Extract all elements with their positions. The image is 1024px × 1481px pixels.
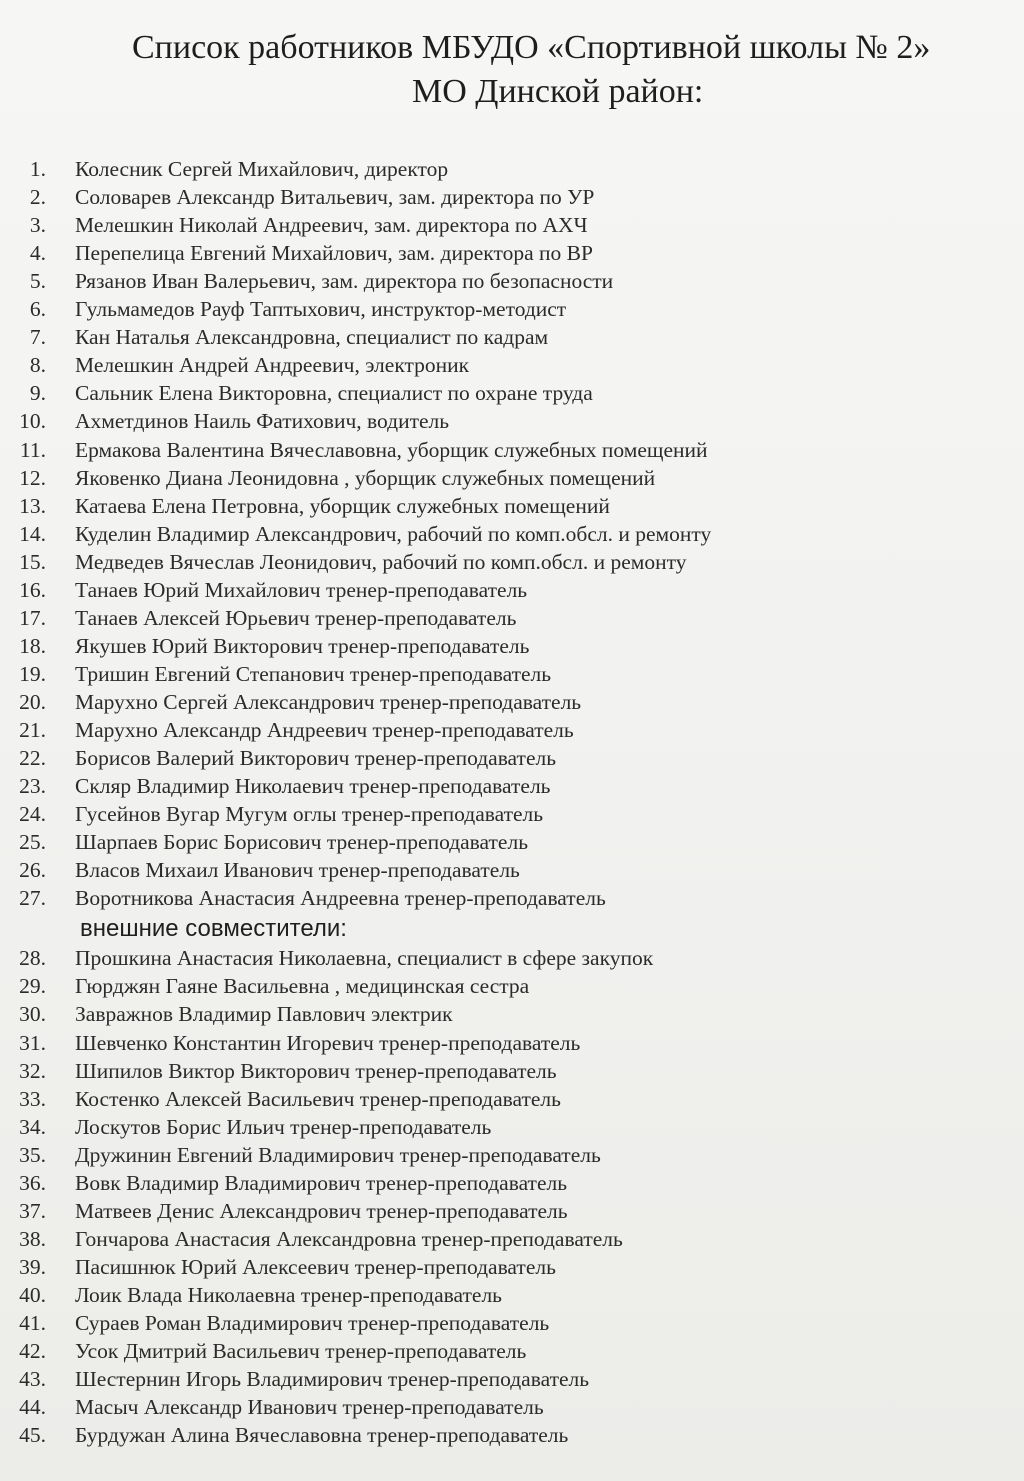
list-item-text: Борисов Валерий Викторович тренер-преподаватель — [75, 746, 557, 771]
list-item — [0, 379, 1000, 407]
list-item-text: Завражнов Владимир Павлович электрик — [75, 1002, 453, 1027]
list-item-text: Кан Наталья Александровна, специалист по кадрам — [75, 325, 549, 350]
list-item — [0, 351, 1000, 379]
list-item — [0, 576, 1000, 604]
list-item-text: Яковенко Диана Леонидовна , уборщик служебных помещений — [75, 465, 656, 490]
list-item — [0, 972, 1000, 1000]
list-item — [0, 295, 1000, 323]
list-item — [0, 744, 1000, 772]
list-item-number: 13. — [19, 493, 46, 518]
list-item — [0, 464, 1000, 492]
list-item-number: 11. — [19, 437, 46, 462]
list-item-number: 41. — [19, 1311, 46, 1335]
list-item-number: 18. — [19, 633, 46, 658]
list-item — [0, 1029, 1000, 1057]
list-item-text: Рязанов Иван Валерьевич, зам. директора по безопасности — [75, 269, 614, 294]
list-item — [0, 1337, 1000, 1365]
list-item-text: Соловарев Александр Витальевич, зам. директора по УР — [75, 185, 595, 210]
list-item — [0, 267, 1000, 295]
list-item-text: Усок Дмитрий Васильевич тренер-преподаватель — [75, 1339, 527, 1364]
title-line-1: Список работников МБУДО «Спортивной школы № 2» — [132, 29, 931, 66]
list-item — [0, 155, 1000, 183]
list-item-text: Бурдужан Алина Вячеславовна тренер-преподаватель — [75, 1423, 569, 1448]
list-item — [0, 239, 1000, 267]
list-item-text: Гюрджян Гаяне Васильевна , медицинская сестра — [75, 974, 530, 999]
list-item — [0, 772, 1000, 800]
list-item — [0, 660, 1000, 688]
list-item-number: 25. — [19, 830, 46, 855]
list-item-number: 44. — [19, 1395, 46, 1420]
list-item-text: Вовк Владимир Владимирович тренер-преподаватель — [75, 1170, 568, 1195]
list-item — [0, 492, 1000, 520]
list-item-text: Якушев Юрий Викторович тренер-преподаватель — [75, 633, 530, 658]
list-item-number: 20. — [19, 689, 46, 714]
list-item — [0, 407, 1000, 435]
list-item-text: Масыч Александр Иванович тренер-преподаватель — [75, 1395, 544, 1420]
list-item-number: 2. — [29, 185, 46, 210]
list-item — [0, 1225, 1000, 1253]
list-item — [0, 944, 1000, 972]
list-item — [0, 1085, 1000, 1113]
list-item — [0, 1113, 1000, 1141]
list-item-number: 42. — [19, 1339, 46, 1364]
list-item-text: Танаев Юрий Михайлович тренер-преподаватель — [75, 577, 528, 602]
list-item — [0, 604, 1000, 632]
list-item — [0, 520, 1000, 548]
list-item-text: Власов Михаил Иванович тренер-преподаватель — [75, 858, 520, 883]
list-item — [0, 1393, 1000, 1421]
list-item-text: Гульмамедов Рауф Таптыхович, инструктор-методист — [75, 297, 567, 322]
list-item — [0, 1197, 1000, 1225]
list-item-text: Пасишнюк Юрий Алексеевич тренер-преподаватель — [75, 1254, 556, 1279]
list-item — [0, 1057, 1000, 1085]
list-item-number: 6. — [29, 297, 46, 322]
list-item-number: 8. — [29, 353, 46, 378]
list-item-number: 16. — [19, 577, 46, 602]
title-line-2: МО Динской район: — [412, 73, 704, 110]
list-item — [0, 1309, 1000, 1337]
list-item-number: 33. — [19, 1086, 46, 1111]
list-item-text: Тришин Евгений Степанович тренер-преподаватель — [75, 661, 552, 686]
list-item-number: 4. — [29, 241, 46, 266]
list-item-text: Шипилов Виктор Викторович тренер-преподаватель — [75, 1058, 557, 1083]
list-item-number: 12. — [19, 465, 46, 490]
list-item-text: Сураев Роман Владимирович тренер-преподаватель — [75, 1311, 550, 1335]
list-item-text: Катаева Елена Петровна, уборщик служебных помещений — [75, 493, 610, 518]
list-item-text: Шестернин Игорь Владимирович тренер-преподаватель — [75, 1367, 590, 1392]
list-item — [0, 1281, 1000, 1309]
list-item-text: Колесник Сергей Михайлович, директор — [75, 157, 449, 181]
list-item — [0, 1421, 1000, 1449]
list-item-text: Сальник Елена Викторовна, специалист по охране труда — [75, 381, 593, 406]
list-item-number: 29. — [19, 974, 46, 999]
list-item — [0, 548, 1000, 576]
list-item-number: 38. — [19, 1226, 46, 1251]
list-item-number: 24. — [19, 802, 46, 827]
list-item — [0, 800, 1000, 828]
list-item — [0, 1365, 1000, 1393]
list-item-text: Медведев Вячеслав Леонидович, рабочий по комп.обсл. и ремонту — [75, 549, 687, 574]
list-item-text: Лоскутов Борис Ильич тренер-преподаватель — [75, 1114, 492, 1139]
list-item-number: 36. — [19, 1170, 46, 1195]
list-item-text: Марухно Сергей Александрович тренер-преподаватель — [75, 689, 582, 714]
list-item — [0, 1000, 1000, 1028]
list-item — [0, 1253, 1000, 1281]
list-item-number: 14. — [19, 521, 46, 546]
list-item-text: Перепелица Евгений Михайлович, зам. директора по ВР — [75, 241, 593, 266]
list-item-number: 30. — [19, 1002, 46, 1027]
section-heading-external: внешние совместители: — [80, 915, 347, 943]
list-item-text: Мелешкин Николай Андреевич, зам. директора по АХЧ — [75, 213, 588, 238]
list-item-text: Матвеев Денис Александрович тренер-преподаватель — [75, 1198, 568, 1223]
list-item — [0, 856, 1000, 884]
list-item-text: Костенко Алексей Васильевич тренер-преподаватель — [75, 1086, 561, 1111]
list-item — [0, 1169, 1000, 1197]
list-item — [0, 884, 1000, 912]
list-item — [0, 1141, 1000, 1169]
list-item-text: Гусейнов Вугар Мугум оглы тренер-преподаватель — [75, 802, 544, 827]
list-item-number: 3. — [29, 213, 46, 238]
list-item-number: 22. — [19, 746, 46, 771]
list-item-text: Марухно Александр Андреевич тренер-преподаватель — [75, 718, 574, 742]
list-item — [0, 632, 1000, 660]
list-item — [0, 183, 1000, 211]
list-item-number: 40. — [19, 1282, 46, 1307]
list-item-number: 9. — [29, 381, 46, 406]
list-item-text: Дружинин Евгений Владимирович тренер-преподаватель — [75, 1142, 601, 1167]
list-item-number: 17. — [19, 605, 46, 630]
list-item — [0, 716, 1000, 744]
list-item — [0, 436, 1000, 464]
list-item-number: 37. — [19, 1198, 46, 1223]
list-item-number: 19. — [19, 661, 46, 686]
list-item-text: Лоик Влада Николаевна тренер-преподаватель — [75, 1282, 502, 1307]
list-item-number: 5. — [29, 269, 46, 294]
list-item-number: 21. — [19, 718, 46, 742]
list-item-number: 7. — [29, 325, 46, 350]
list-item-number: 45. — [19, 1423, 46, 1448]
list-item-number: 31. — [19, 1030, 46, 1055]
list-item — [0, 211, 1000, 239]
list-item — [0, 688, 1000, 716]
list-item-number: 35. — [19, 1142, 46, 1167]
list-item-number: 34. — [19, 1114, 46, 1139]
list-item-text: Куделин Владимир Александрович, рабочий по комп.обсл. и ремонту — [75, 521, 712, 546]
list-item-number: 23. — [19, 774, 46, 799]
list-item-number: 39. — [19, 1254, 46, 1279]
list-item-number: 27. — [19, 886, 46, 911]
list-item-text: Воротникова Анастасия Андреевна тренер-преподаватель — [75, 886, 606, 911]
list-item-text: Шевченко Константин Игоревич тренер-преподаватель — [75, 1030, 581, 1055]
list-item-number: 43. — [19, 1367, 46, 1392]
list-item-number: 10. — [19, 409, 46, 434]
list-item-number: 28. — [19, 946, 46, 971]
list-item — [0, 828, 1000, 856]
list-item-number: 1. — [29, 157, 46, 181]
list-item-number: 26. — [19, 858, 46, 883]
list-item-text: Прошкина Анастасия Николаевна, специалист в сфере закупок — [75, 946, 654, 971]
list-item — [0, 323, 1000, 351]
list-item-text: Шарпаев Борис Борисович тренер-преподаватель — [75, 830, 529, 855]
list-item-text: Гончарова Анастасия Александровна тренер-преподаватель — [75, 1226, 623, 1251]
list-item-text: Ахметдинов Наиль Фатихович, водитель — [75, 409, 450, 434]
list-item-number: 32. — [19, 1058, 46, 1083]
list-item-text: Ермакова Валентина Вячеславовна, уборщик служебных помещений — [75, 437, 708, 462]
list-item-number: 15. — [19, 549, 46, 574]
list-item-text: Скляр Владимир Николаевич тренер-преподаватель — [75, 774, 551, 799]
list-item-text: Мелешкин Андрей Андреевич, электроник — [75, 353, 470, 378]
list-item-text: Танаев Алексей Юрьевич тренер-преподаватель — [75, 605, 517, 630]
